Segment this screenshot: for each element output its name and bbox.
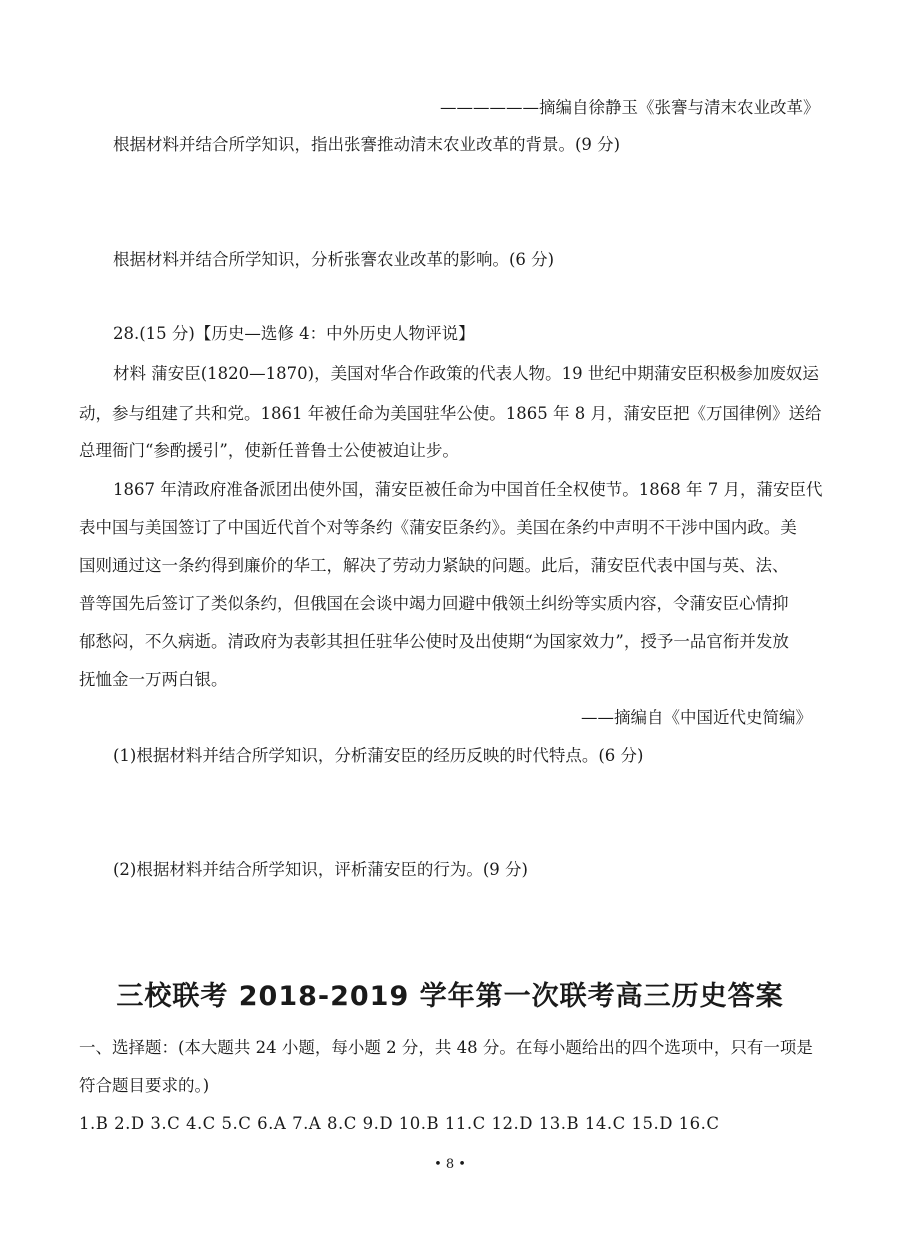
q27-source: ——————摘编自徐静玉《张謇与清末农业改革》	[440, 98, 820, 117]
q28-para1-line: 材料 蒲安臣(1820—1870)，美国对华合作政策的代表人物。19 世纪中期蒲安臣积极参加废奴运	[113, 364, 819, 383]
q28-sub2: (2)根据材料并结合所学知识，评析蒲安臣的行为。(9 分)	[113, 860, 528, 879]
q28-para2-line: 抚恤金一万两白银。	[79, 670, 228, 689]
q28-sub1: (1)根据材料并结合所学知识，分析蒲安臣的经历反映的时代特点。(6 分)	[113, 746, 644, 765]
q28-source: ——摘编自《中国近代史简编》	[581, 708, 812, 727]
q27-sub2: 根据材料并结合所学知识，分析张謇农业改革的影响。(6 分)	[113, 250, 555, 269]
multiple-choice-answers: 1.B 2.D 3.C 4.C 5.C 6.A 7.A 8.C 9.D 10.B 11.C 12.D 13.B 14.C 15.D 16.C	[79, 1114, 720, 1133]
q28-para2-line: 普等国先后签订了类似条约，但俄国在会谈中竭力回避中俄领土纠纷等实质内容，令蒲安臣心情抑	[79, 594, 789, 613]
q27-sub1: 根据材料并结合所学知识，指出张謇推动清末农业改革的背景。(9 分)	[113, 135, 621, 154]
q28-para2-line: 郁愁闷，不久病逝。清政府为表彰其担任驻华公使时及出使期“为国家效力”，授予一品官衔并发放	[79, 632, 789, 651]
q28-para2-line: 1867 年清政府准备派团出使外国，蒲安臣被任命为中国首任全权使节。1868 年 7 月，蒲安臣代	[113, 480, 823, 499]
page-number: • 8 •	[434, 1157, 466, 1172]
q28-para1-line: 动，参与组建了共和党。1861 年被任命为美国驻华公使。1865 年 8 月，蒲安臣把《万国律例》送给	[79, 404, 822, 423]
q28-para1-line: 总理衙门“参酌援引”，使新任普鲁士公使被迫让步。	[79, 441, 459, 460]
q28-heading: 28.(15 分)【历史—选修 4：中外历史人物评说】	[113, 324, 475, 343]
section1-instructions: 一、选择题：(本大题共 24 小题，每小题 2 分，共 48 分。在每小题给出的四个选项中，只有一项是	[79, 1038, 813, 1057]
answer-key-title: 三校联考 2018-2019 学年第一次联考高三历史答案	[116, 981, 784, 1012]
q28-para2-line: 国则通过这一条约得到廉价的华工，解决了劳动力紧缺的问题。此后，蒲安臣代表中国与英、法、	[79, 556, 789, 575]
section1-instructions: 符合题目要求的。)	[79, 1076, 210, 1095]
q28-para2-line: 表中国与美国签订了中国近代首个对等条约《蒲安臣条约》。美国在条约中声明不干涉中国内政。美	[79, 518, 797, 537]
